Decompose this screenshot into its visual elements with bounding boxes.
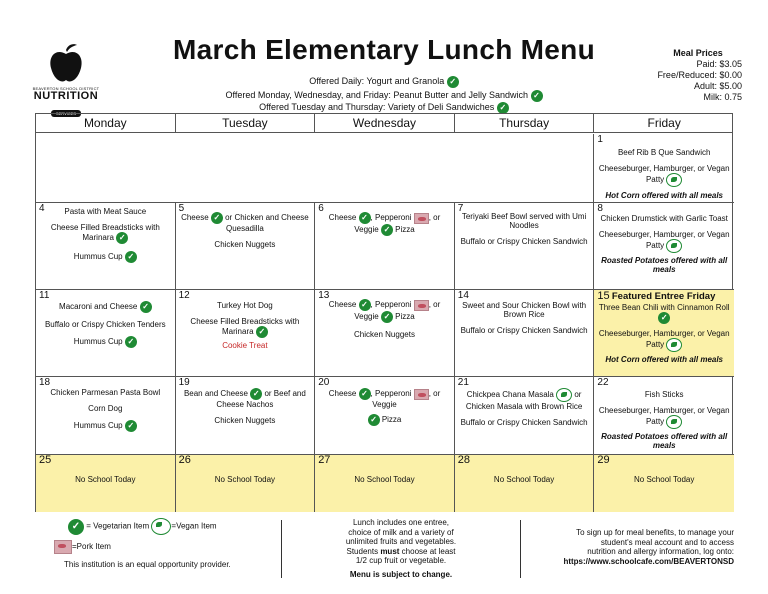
- day-cell-7: [455, 203, 595, 290]
- lunch-info-line: unlimited fruits and vegetables.: [345, 537, 457, 546]
- day-cell-22: [594, 377, 734, 455]
- day-cell-6: [315, 203, 455, 290]
- footer-divider: [281, 520, 282, 578]
- menu-item: Chicken Nuggets: [354, 330, 415, 339]
- legend-vegetarian: = Vegetarian Item: [86, 521, 150, 531]
- menu-item: Macaroni and Cheese ✓: [39, 301, 172, 313]
- no-school-note: No School Today: [493, 475, 555, 484]
- menu-item: Cheeseburger, Hamburger, or Vegan Patty: [597, 329, 731, 352]
- vegetarian-leaf-icon: ✓: [531, 90, 543, 102]
- vegetarian-leaf-icon: ✓: [140, 301, 152, 313]
- vegetarian-leaf-icon: ✓: [116, 232, 128, 244]
- menu-item: Cheese ✓ , Pepperoni , or Veggie ✓ Pizza: [328, 213, 441, 235]
- menu-item: Hummus Cup ✓: [39, 251, 172, 263]
- menu-item: Bean and Cheese ✓ or Beef and Cheese Nachos: [183, 389, 306, 409]
- day-cell-18: [36, 377, 176, 455]
- logo-services: SERVICES: [51, 110, 81, 117]
- vegetarian-leaf-icon: ✓: [381, 224, 393, 236]
- menu-item: Buffalo or Crispy Chicken Sandwich: [460, 326, 588, 335]
- no-school-note: No School Today: [634, 475, 695, 484]
- day-cell-25: [36, 455, 176, 512]
- day-number: 19: [178, 377, 190, 388]
- lunch-info-line: choice of milk and a variety of: [348, 527, 454, 537]
- weekday-header-row: [36, 114, 732, 133]
- price-reduced: Free/Reduced: $0.00: [657, 70, 742, 80]
- dessert-item: Cookie Treat: [222, 341, 268, 350]
- prices-heading: Meal Prices: [673, 48, 723, 58]
- menu-item: Chicken Drumstick with Garlic Toast: [600, 214, 728, 223]
- day-cell-8: [594, 203, 734, 290]
- weekday-tuesday: Tuesday: [176, 114, 316, 132]
- day-cell-28: [455, 455, 595, 512]
- featured-entree-label: Featured Entree Friday: [611, 291, 716, 302]
- lunch-info: [326, 518, 476, 579]
- vegetarian-leaf-icon: ✓: [497, 102, 509, 114]
- vegan-circle-icon: [151, 518, 171, 535]
- menu-item: Chicken Nuggets: [214, 416, 276, 425]
- day-cell-15: [594, 290, 734, 377]
- side-note: Roasted Potatoes offered with all meals: [601, 256, 728, 274]
- day-number: 14: [457, 290, 469, 301]
- logo-name: NUTRITION: [33, 90, 99, 102]
- signup-line: student's meal account and to access: [600, 537, 734, 547]
- day-number: 8: [597, 203, 603, 214]
- vegetarian-leaf-icon: ✓: [125, 420, 137, 432]
- empty-days-cell: [36, 134, 594, 203]
- menu-item: Turkey Hot Dog: [217, 301, 273, 310]
- day-cell-27: [315, 455, 455, 512]
- vegetarian-leaf-icon: ✓: [359, 388, 371, 400]
- menu-item: Corn Dog: [88, 404, 123, 413]
- day-number: 13: [318, 290, 330, 301]
- day-number: 25: [39, 454, 52, 466]
- pork-pig-icon: [414, 213, 429, 224]
- vegetarian-leaf-icon: ✓: [368, 414, 380, 426]
- vegetarian-leaf-icon: ✓: [68, 519, 84, 535]
- footer-divider: [520, 520, 521, 578]
- signup-line: To sign up for meal benefits, to manage your: [576, 528, 734, 537]
- weekday-friday: Friday: [647, 116, 681, 130]
- day-cell-12: [176, 290, 316, 377]
- legend-vegan: =Vegan Item: [171, 521, 217, 531]
- vegetarian-leaf-icon: ✓: [381, 311, 393, 323]
- menu-item: ✓ Pizza: [318, 414, 451, 426]
- day-number: 20: [318, 377, 330, 388]
- day-number: 29: [597, 454, 610, 466]
- day-cell-19: [176, 377, 316, 455]
- menu-item: Fish Sticks: [644, 390, 684, 399]
- day-number: 26: [178, 454, 191, 466]
- signup-line: nutrition and allergy information, log onto:: [587, 547, 734, 556]
- vegetarian-leaf-icon: ✓: [211, 212, 223, 224]
- day-cell-20: [315, 377, 455, 455]
- day-cell-1: [594, 134, 734, 203]
- menu-item: Cheese Filled Breadsticks with Marinara ✓: [190, 317, 300, 337]
- day-cell-4: [36, 203, 176, 290]
- day-number: 18: [39, 377, 51, 388]
- vegetarian-leaf-icon: ✓: [250, 388, 262, 400]
- weekday-monday: Monday: [36, 114, 176, 132]
- signup-info: [528, 528, 734, 566]
- weekday-wednesday: Wednesday: [315, 114, 455, 132]
- offered-tth: Offered Tuesday and Thursday: Variety of Deli Sandwiches ✓: [0, 101, 768, 114]
- menu-item: Chicken Nuggets: [214, 240, 276, 249]
- side-note: Roasted Potatoes offered with all meals: [601, 432, 728, 450]
- pork-pig-icon: [54, 540, 72, 554]
- menu-item: Cheese ✓ , Pepperoni , or Veggie: [328, 389, 441, 409]
- menu-item: Pasta with Meat Sauce: [64, 207, 147, 216]
- price-paid: Paid: $3.05: [696, 59, 742, 69]
- logo-district: BEAVERTON SCHOOL DISTRICT: [32, 86, 100, 91]
- vegetarian-leaf-icon: ✓: [125, 336, 137, 348]
- menu-change-note: Menu is subject to change.: [349, 569, 453, 579]
- day-number: 1: [597, 134, 603, 145]
- meal-prices: [632, 48, 742, 103]
- menu-item: Cheese ✓ or Chicken and Cheese Quesadilla: [181, 213, 309, 233]
- menu-item: Beef Rib B Que Sandwich: [617, 148, 711, 157]
- day-cell-14: [455, 290, 595, 377]
- day-cell-13: [315, 290, 455, 377]
- side-note: Hot Corn offered with all meals: [605, 191, 724, 200]
- menu-item: Teriyaki Beef Bowl served with Umi Noodles: [461, 212, 587, 230]
- menu-item: Buffalo or Crispy Chicken Sandwich: [460, 418, 588, 427]
- menu-item: Three Bean Chili with Cinnamon Roll ✓: [598, 303, 730, 322]
- vegetarian-leaf-icon: ✓: [658, 312, 670, 324]
- day-number: 22: [597, 377, 609, 388]
- pork-pig-icon: [414, 389, 429, 400]
- vegan-circle-icon: [666, 338, 682, 352]
- menu-item: Cheeseburger, Hamburger, or Vegan Patty: [597, 164, 731, 187]
- legend-row: [68, 518, 274, 535]
- day-number: 12: [178, 290, 190, 301]
- day-number: 28: [457, 454, 471, 466]
- vegan-circle-icon: [666, 239, 682, 253]
- day-number: 11: [39, 290, 50, 301]
- menu-calendar: [35, 113, 733, 512]
- legend-row: [54, 540, 274, 554]
- offered-mwf: Offered Monday, Wednesday, and Friday: Peanut Butter and Jelly Sandwich ✓: [0, 89, 768, 102]
- lunch-info-line: Students must choose at least: [346, 546, 456, 556]
- lunch-info-line: 1/2 cup fruit or vegetable.: [355, 556, 447, 565]
- vegetarian-leaf-icon: ✓: [359, 299, 371, 311]
- menu-item: Chicken Parmesan Pasta Bowl: [50, 388, 161, 397]
- menu-item: Hummus Cup ✓: [39, 336, 172, 348]
- offered-daily: Offered Daily: Yogurt and Granola ✓: [0, 75, 768, 88]
- vegetarian-leaf-icon: ✓: [447, 76, 459, 88]
- vegetarian-leaf-icon: ✓: [359, 212, 371, 224]
- menu-item: Chickpea Chana Masala or Chicken Masala with Brown Rice: [458, 388, 591, 411]
- day-number: 5: [178, 203, 185, 214]
- day-cell-21: [455, 377, 595, 455]
- featured-header: 15 Featured Entree Friday: [597, 290, 716, 302]
- day-cell-29: [594, 455, 734, 512]
- day-cell-5: [176, 203, 316, 290]
- no-school-note: No School Today: [75, 475, 136, 484]
- legend: [54, 518, 274, 570]
- vegan-circle-icon: [666, 415, 682, 429]
- equal-opportunity: This institution is an equal opportunity provider.: [64, 560, 231, 569]
- menu-item: Cheese Filled Breadsticks with Marinara ✓: [50, 223, 160, 243]
- day-number: 27: [318, 454, 331, 466]
- menu-item: Cheeseburger, Hamburger, or Vegan Patty: [597, 406, 731, 429]
- price-milk: Milk: 0.75: [703, 92, 742, 102]
- day-cell-11: [36, 290, 176, 377]
- vegan-circle-icon: [666, 173, 682, 187]
- menu-item: Cheeseburger, Hamburger, or Vegan Patty: [597, 230, 731, 253]
- no-school-note: No School Today: [354, 475, 415, 484]
- no-school-note: No School Today: [214, 475, 276, 484]
- legend-pork: =Pork Item: [72, 542, 111, 552]
- menu-item: Buffalo or Crispy Chicken Tenders: [44, 320, 166, 329]
- vegetarian-leaf-icon: ✓: [256, 326, 268, 338]
- lunch-info-line: Lunch includes one entree,: [352, 518, 450, 527]
- day-number: 4: [39, 203, 45, 214]
- day-number: 6: [318, 203, 324, 214]
- menu-item: Sweet and Sour Chicken Bowl with Brown Rice: [462, 301, 587, 319]
- vegetarian-leaf-icon: ✓: [125, 251, 137, 263]
- weekday-thursday: Thursday: [455, 114, 595, 132]
- day-number: 7: [457, 203, 464, 214]
- signup-link[interactable]: https://www.schoolcafe.com/BEAVERTONSD: [563, 556, 734, 566]
- pork-pig-icon: [414, 300, 429, 311]
- side-note: Hot Corn offered with all meals: [605, 355, 724, 364]
- menu-item: Hummus Cup ✓: [39, 420, 172, 432]
- menu-item: Buffalo or Crispy Chicken Sandwich: [460, 237, 588, 246]
- price-adult: Adult: $5.00: [693, 81, 742, 91]
- menu-item: Cheese ✓ , Pepperoni , or Veggie ✓ Pizza: [328, 300, 441, 322]
- day-cell-26: [176, 455, 316, 512]
- page-title: March Elementary Lunch Menu: [173, 34, 595, 65]
- day-number: 21: [457, 377, 469, 388]
- vegan-circle-icon: [556, 388, 572, 402]
